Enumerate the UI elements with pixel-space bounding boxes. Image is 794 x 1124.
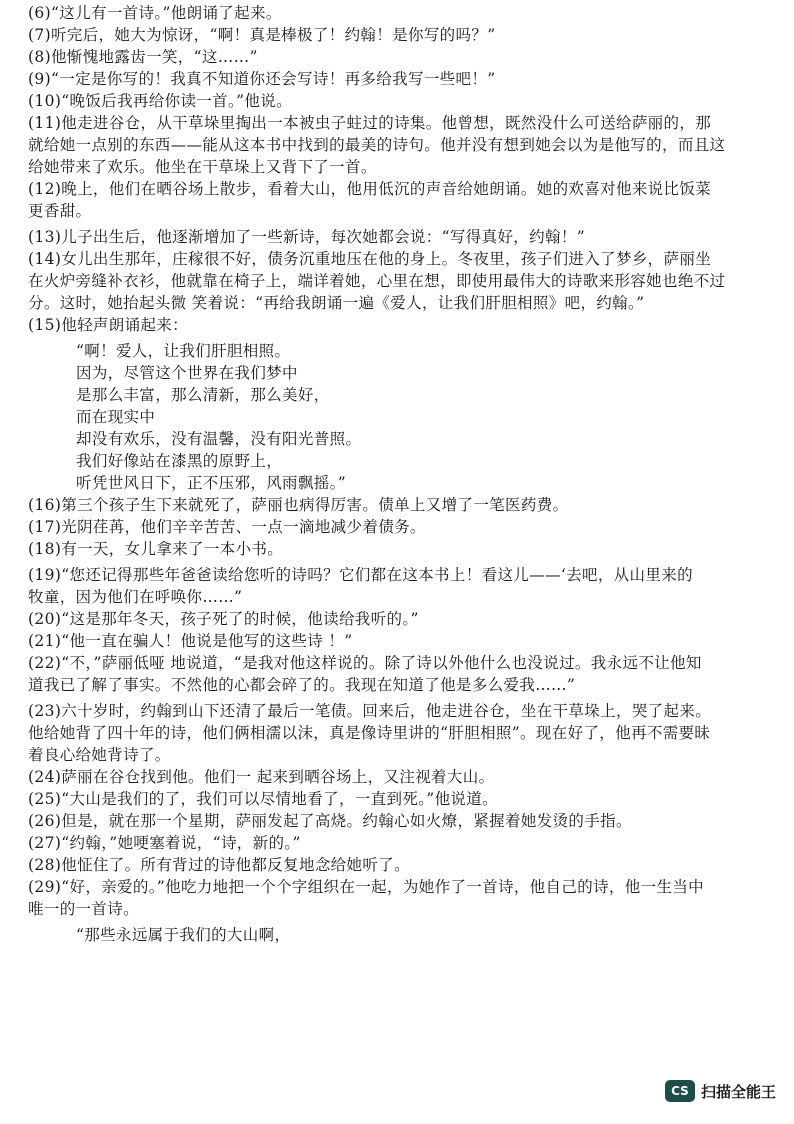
paragraph-14-line-3: 分。这时，她抬起头微 笑着说：“再给我朗诵一遍《爱人，让我们肝胆相照》吧，约翰。”: [28, 294, 645, 312]
paragraph-22-line-1: (22)“不，”萨丽低哑 地说道，“是我对他这样说的。除了诗以外他什么也没说过。我永远不让他知: [28, 654, 702, 672]
poem-line-1: “啊！爱人，让我们肝胆相照。: [76, 342, 291, 360]
paragraph-23-line-1: (23)六十岁时，约翰到山下还清了最后一笔债。回来后，他走进谷仓，坐在干草垛上，哭了起来。: [28, 702, 712, 720]
paragraph-29-line-2: 唯一的一首诗。: [28, 900, 139, 918]
camscanner-logo-icon: CS: [665, 1080, 695, 1102]
paragraph-9: (9)“一定是你写的！我真不知道你还会写诗！再多给我写一些吧！”: [28, 70, 496, 88]
paragraph-18: (18)有一天，女儿拿来了一本小书。: [28, 540, 284, 558]
paragraph-6: (6)“这儿有一首诗。”他朗诵了起来。: [28, 4, 282, 22]
paragraph-15: (15)他轻声朗诵起来：: [28, 316, 189, 334]
poem-line-5: 却没有欢乐，没有温馨，没有阳光普照。: [76, 430, 362, 448]
paragraph-14-line-2: 在火炉旁缝补衣衫，他就靠在椅子上，端详着她，心里在想，即使用最伟大的诗歌来形容她也绝不过: [28, 272, 726, 290]
paragraph-23-line-2: 他给她背了四十年的诗，他们俩相濡以沫，真是像诗里讲的“肝胆相照”。现在好了，他再不需要昧: [28, 724, 711, 742]
paragraph-11-line-1: (11)他走进谷仓，从干草垛里掏出一本被虫子蛀过的诗集。他曾想，既然没什么可送给萨丽的，那: [28, 114, 712, 132]
paragraph-27: (27)“约翰，”她哽塞着说，“诗，新的。”: [28, 834, 301, 852]
paragraph-28: (28)他怔住了。所有背过的诗他都反复地念给她听了。: [28, 856, 410, 874]
paragraph-11-line-3: 给她带来了欢乐。他坐在干草垛上又背下了一首。: [28, 158, 377, 176]
poem-line-6: 我们好像站在漆黑的原野上，: [76, 452, 283, 470]
watermark-text: 扫描全能王: [700, 1082, 776, 1101]
paragraph-26: (26)但是，就在那一个星期，萨丽发起了高烧。约翰心如火燎，紧握着她发烫的手指。: [28, 812, 632, 830]
paragraph-12-line-1: (12)晚上，他们在晒谷场上散步，看着大山，他用低沉的声音给她朗诵。她的欢喜对他来说比饭菜: [28, 180, 712, 198]
scanner-watermark: [665, 1080, 776, 1102]
final-poem-line-1: “那些永远属于我们的大山啊，: [76, 926, 291, 944]
paragraph-17: (17)光阴荏苒，他们辛辛苦苦、一点一滴地减少着债务。: [28, 518, 426, 536]
paragraph-21: (21)“他一直在骗人！他说是他写的这些诗 ！”: [28, 632, 353, 650]
poem-line-3: 是那么丰富，那么清新，那么美好，: [76, 386, 330, 404]
paragraph-16: (16)第三个孩子生下来就死了，萨丽也病得厉害。债单上又增了一笔医药费。: [28, 496, 569, 514]
paragraph-19-line-2: 牧童，因为他们在呼唤你……”: [28, 588, 243, 606]
paragraph-20: (20)“这是那年冬天，孩子死了的时候，他读给我听的。”: [28, 610, 419, 628]
paragraph-25: (25)“大山是我们的了，我们可以尽情地看了，一直到死。”他说道。: [28, 790, 498, 808]
story-text: [28, 2, 788, 946]
paragraph-10: (10)“晚饭后我再给你读一首。”他说。: [28, 92, 292, 110]
paragraph-7: (7)听完后，她大为惊讶，“啊！真是棒极了！约翰！是你写的吗？”: [28, 26, 496, 44]
paragraph-24: (24)萨丽在谷仓找到他。他们一 起来到晒谷场上，又注视着大山。: [28, 768, 495, 786]
poem-line-2: 因为，尽管这个世界在我们梦中: [76, 364, 298, 382]
paragraph-19-line-1: (19)“您还记得那些年爸爸读给您听的诗吗？它们都在这本书上！看这儿——‘去吧，从山里来的: [28, 566, 693, 584]
paragraph-8: (8)他惭愧地露齿一笑，“这……”: [28, 48, 258, 66]
paragraph-11-line-2: 就给她一点别的东西——能从这本书中找到的最美的诗句。他并没有想到她会以为是他写的，而且这: [28, 136, 726, 154]
paragraph-14-line-1: (14)女儿出生那年，庄稼很不好，债务沉重地压在他的身上。冬夜里，孩子们进入了梦乡，萨丽坐: [28, 250, 712, 268]
paragraph-23-line-3: 着良心给她背诗了。: [28, 746, 171, 764]
paragraph-12-line-2: 更香甜。: [28, 202, 92, 220]
paragraph-13: (13)儿子出生后，他逐渐增加了一些新诗，每次她都会说：“写得真好，约翰！”: [28, 228, 585, 246]
poem-line-4: 而在现实中: [76, 408, 156, 426]
poem-line-7: 听凭世风日下，正不压邪，风雨飘摇。”: [76, 474, 346, 492]
paragraph-29-line-1: (29)“好，亲爱的。”他吃力地把一个个字组织在一起，为她作了一首诗，他自己的诗，他一生当中: [28, 878, 705, 896]
paragraph-22-line-2: 道我已了解了事实。不然他的心都会碎了的。我现在知道了他是多么爱我……”: [28, 676, 576, 694]
